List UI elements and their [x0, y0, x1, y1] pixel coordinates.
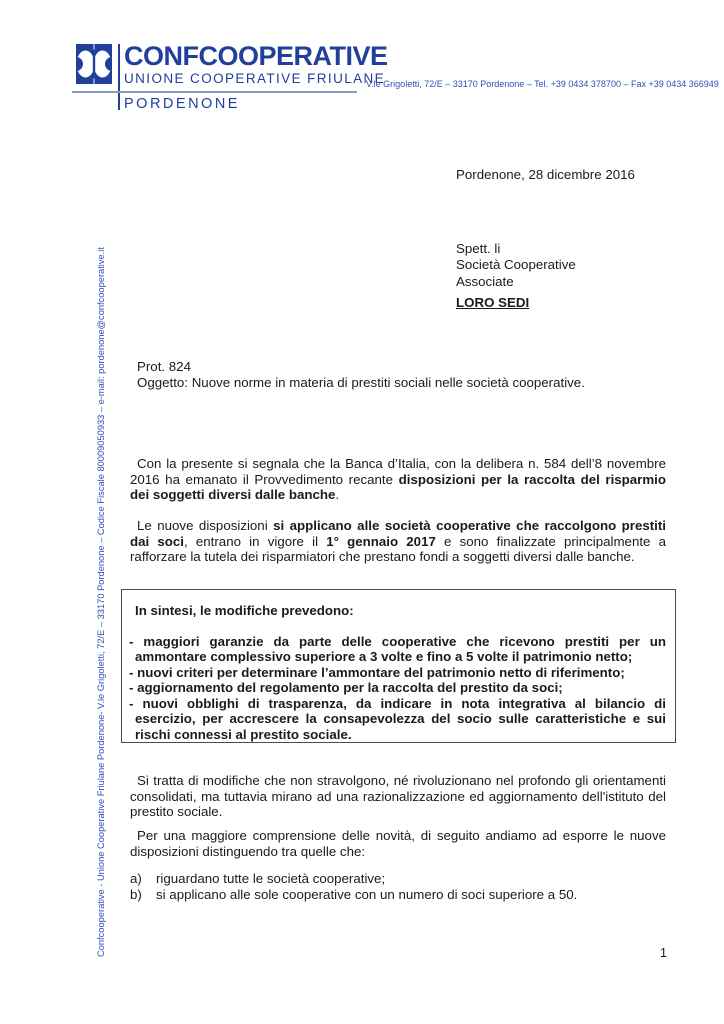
letterhead-rule [72, 91, 357, 93]
sidebar-vertical-text: Confcooperative - Unione Cooperative Friulane Pordenone- V.le Grigoletti, 72/E – 33170 Pordenone – Codice Fiscale 80009050933 – e-mail: pordenone@confcooperative.it [96, 247, 106, 957]
paragraph-si-tratta: Si tratta di modifiche che non stravolgono, né rivoluzionano nel profondo gli orientamenti consolidati, ma tuttavia mirano ad una razionalizzazione ed aggiornamento dell'istituto del prestito sociale. [130, 773, 666, 820]
summary-box-item: - nuovi obblighi di trasparenza, da indicare in nota integrativa al bilancio di esercizio, per accrescere la consapevolezza del socio sulle caratteristiche e sui rischi connessi al prestito sociale. [129, 695, 666, 742]
summary-box-item: - nuovi criteri per determinare l’ammontare del patrimonio netto di riferimento; [129, 664, 625, 680]
brand-subtitle: UNIONE COOPERATIVE FRIULANE [124, 71, 386, 86]
protocol-number: Prot. 824 [137, 359, 191, 374]
paragraph-nuove-disposizioni: Le nuove disposizioni si applicano alle società cooperative che raccolgono prestiti dai soci, entrano in vigore il 1° gennaio 2017 e sono finalizzate principalmente a rafforzare la tutela dei risparmiatori che prestano fondi a soggetti diversi dalle banche. [130, 518, 667, 565]
logo-divider-line [118, 44, 120, 110]
recipient-line: Spett. li [456, 241, 501, 256]
summary-box-item: - maggiori garanzie da parte delle cooperative che ricevono prestiti per un ammontare complessivo superiore a 3 volte e fino a 5 volte il patrimonio netto; [129, 633, 666, 664]
list-item-a [130, 871, 666, 887]
date-line: Pordenone, 28 dicembre 2016 [456, 167, 635, 182]
confcooperative-logo-icon [76, 44, 112, 84]
list-item-b-text: si applicano alle sole cooperative con un numero di soci superiore a 50. [156, 887, 578, 902]
list-item-a-label: a) [130, 871, 142, 886]
brand-name: CONFCOOPERATIVE [124, 41, 388, 71]
list-item-a-text: riguardano tutte le società cooperative; [156, 871, 386, 886]
list-item-b-label: b) [130, 887, 142, 902]
recipient-line: Società Cooperative [456, 257, 576, 273]
summary-box [121, 589, 676, 743]
paragraph-banca-italia: Con la presente si segnala che la Banca d’Italia, con la delibera n. 584 dell’8 novembre 2016 ha emanato il Provvedimento recante disposizioni per la raccolta del risparmio dei soggetti diversi dalle banche. [130, 456, 667, 503]
subject-line: Oggetto: Nuove norme in materia di prestiti sociali nelle società cooperative. [137, 375, 585, 390]
recipient-line: Associate [456, 273, 514, 289]
header-contact-line: V.le Grigoletti, 72/E – 33170 Pordenone – Tel. +39 0434 378700 – Fax +39 0434 366949 [366, 79, 719, 89]
recipient-block [456, 241, 576, 290]
destination-label: LORO SEDI [456, 295, 530, 310]
summary-box-item: - aggiornamento del regolamento per la raccolta del prestito da soci; [129, 680, 563, 695]
page-number: 1 [660, 946, 667, 960]
paragraph-per-una-maggiore: Per una maggiore comprensione delle novità, di seguito andiamo ad esporre le nuove disposizioni distinguendo tra quelle che: [130, 828, 666, 859]
list-item-b [130, 887, 666, 903]
brand-city: PORDENONE [124, 96, 240, 112]
summary-box-title: In sintesi, le modifiche prevedono: [135, 603, 354, 618]
